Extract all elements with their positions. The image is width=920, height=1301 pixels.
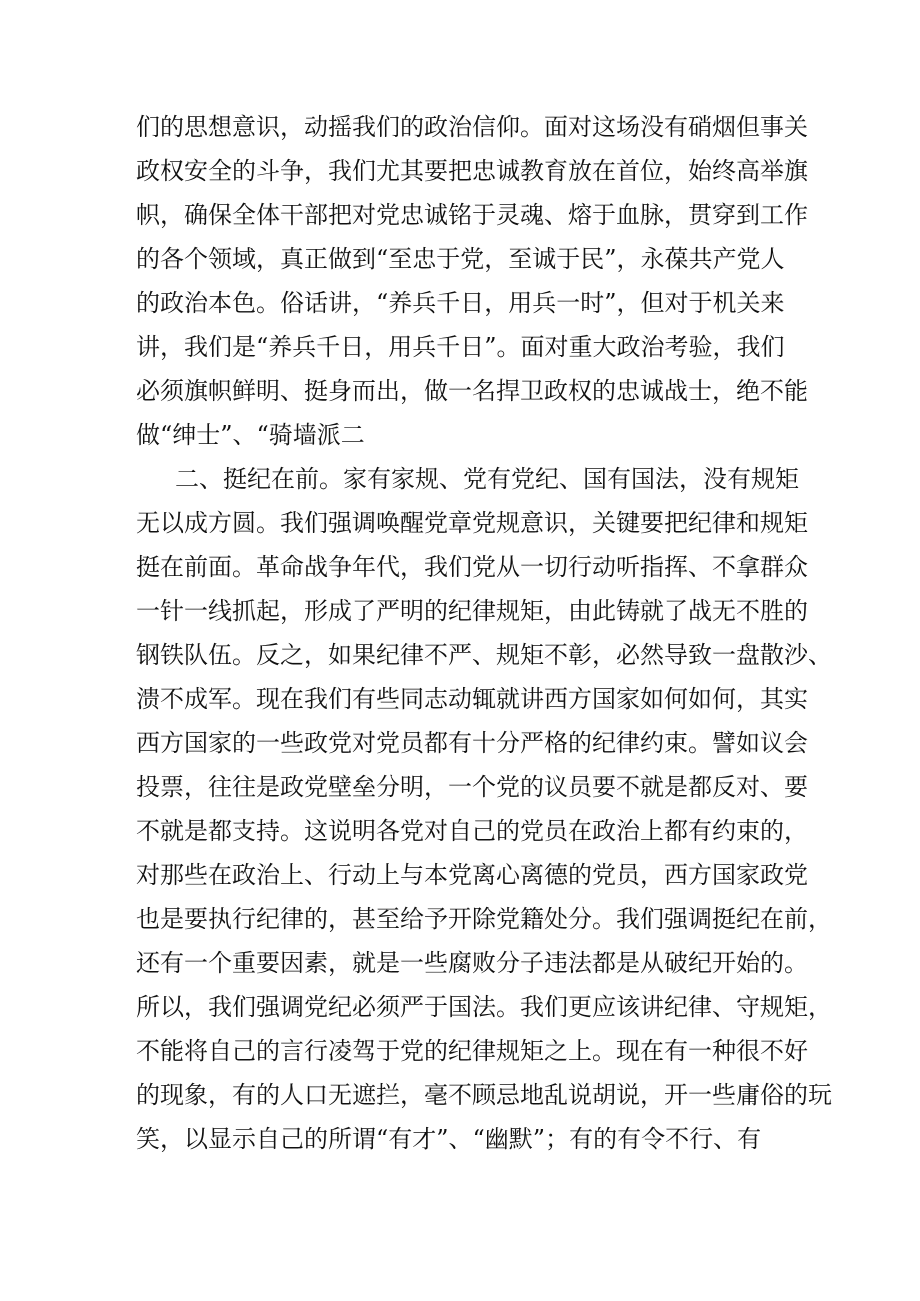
text-line: 不能将自己的言行凌驾于党的纪律规矩之上。现在有一种很不好 xyxy=(136,1037,808,1065)
text-line: 帜，确保全体干部把对党忠诚铭于灵魂、熔于血脉，贯穿到工作 xyxy=(136,201,808,229)
text-line: 西方国家的一些政党对党员都有十分严格的纪律约束。譬如议会 xyxy=(136,729,808,757)
text-line: 讲，我们是“养兵千日，用兵千日”。面对重大政治考验，我们 xyxy=(136,333,785,361)
paragraph-heading-line: 二、挺纪在前。家有家规、党有党纪、国有国法，没有规矩 xyxy=(175,465,799,493)
text-line: 挺在前面。革命战争年代，我们党从一切行动听指挥、不拿群众 xyxy=(136,553,808,581)
text-line: 的现象，有的人口无遮拦，毫不顾忌地乱说胡说，开一些庸俗的玩 xyxy=(136,1081,832,1109)
text-line: 的各个领域，真正做到“至忠于党，至诚于民”，永葆共产党人 xyxy=(136,245,785,273)
text-line: 不就是都支持。这说明各党对自己的党员在政治上都有约束的， xyxy=(136,817,808,845)
text-line: 们的思想意识，动摇我们的政治信仰。面对这场没有硝烟但事关 xyxy=(136,113,808,141)
text-line: 投票，往往是政党壁垒分明，一个党的议员要不就是都反对、要 xyxy=(136,773,808,801)
text-line: 钢铁队伍。反之，如果纪律不严、规矩不彰，必然导致一盘散沙、 xyxy=(136,641,832,669)
text-line: 做“绅士”、“骑墙派二 xyxy=(136,421,365,449)
text-line: 所以，我们强调党纪必须严于国法。我们更应该讲纪律、守规矩， xyxy=(136,993,832,1021)
text-line: 无以成方圆。我们强调唤醒党章党规意识，关键要把纪律和规矩 xyxy=(136,509,808,537)
text-line: 一针一线抓起，形成了严明的纪律规矩，由此铸就了战无不胜的 xyxy=(136,597,808,625)
text-line: 也是要执行纪律的，甚至给予开除党籍处分。我们强调挺纪在前， xyxy=(136,905,832,933)
text-line: 笑，以显示自己的所谓“有才”、“幽默”；有的有令不行、有 xyxy=(136,1125,762,1153)
text-line: 必须旗帜鲜明、挺身而出，做一名捍卫政权的忠诚战士，绝不能 xyxy=(136,377,808,405)
text-line: 溃不成军。现在我们有些同志动辄就讲西方国家如何如何，其实 xyxy=(136,685,808,713)
text-line: 对那些在政治上、行动上与本党离心离德的党员，西方国家政党 xyxy=(136,861,808,889)
text-line: 还有一个重要因素，就是一些腐败分子违法都是从破纪开始的。 xyxy=(136,949,808,977)
text-line: 的政治本色。俗话讲，“养兵千日，用兵一时”，但对于机关来 xyxy=(136,289,785,317)
text-line: 政权安全的斗争，我们尤其要把忠诚教育放在首位，始终高举旗 xyxy=(136,157,808,185)
